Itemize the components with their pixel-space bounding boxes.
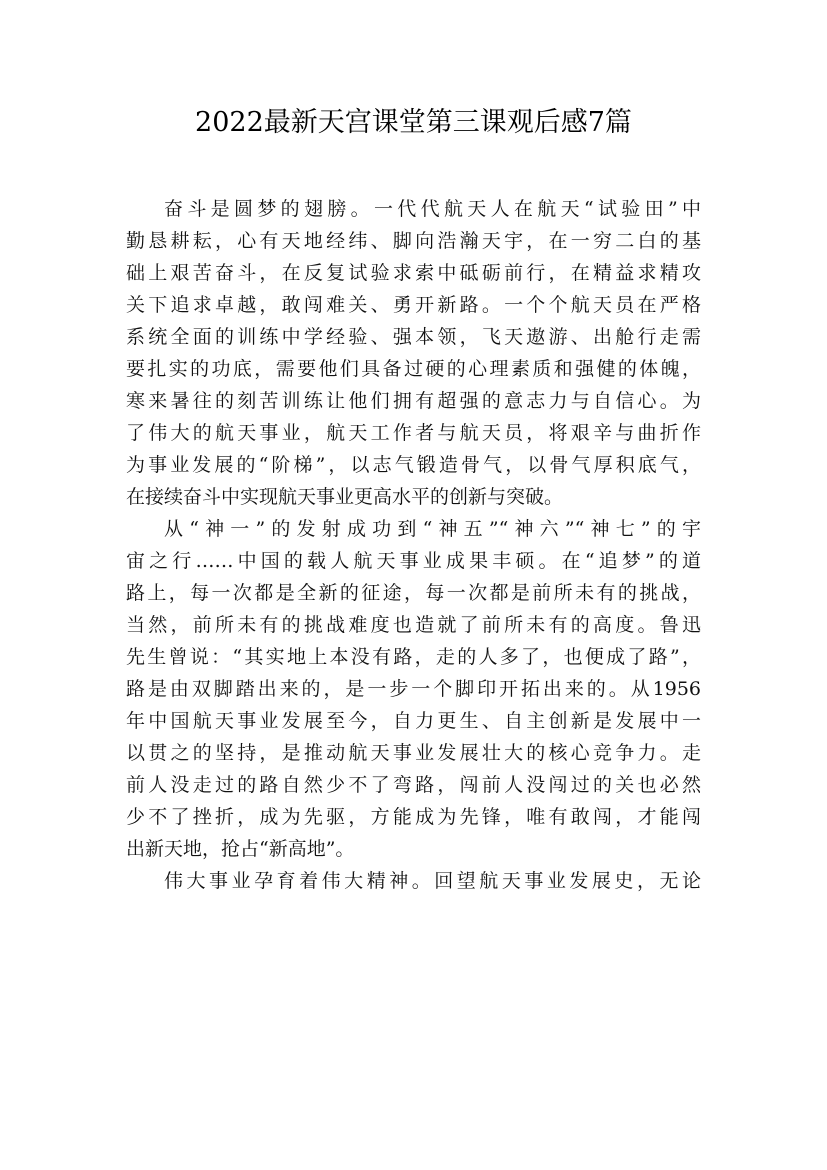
body-text-line: 路是由双脚踏出来的，是一步一个脚印开拓出来的。从1956 [126, 678, 701, 700]
body-text-line: 系统全面的训练中学经验、强本领，飞天遨游、出舱行走需 [126, 326, 701, 348]
body-text-line: 出新天地，抢占“新高地”。 [126, 838, 355, 860]
body-text-line: 从“神一”的发射成功到“神五”“神六”“神七”的宇 [164, 518, 701, 540]
body-text-line: 奋斗是圆梦的翅膀。一代代航天人在航天“试验田”中 [164, 198, 701, 220]
body-text-line: 关下追求卓越，敢闯难关、勇开新路。一个个航天员在严格 [126, 294, 701, 316]
body-text-line: 以贯之的坚持，是推动航天事业发展壮大的核心竞争力。走 [126, 742, 701, 764]
document-title: 2022最新天宫课堂第三课观后感7篇 [195, 107, 632, 138]
body-text-line: 路上，每一次都是全新的征途，每一次都是前所未有的挑战， [126, 582, 701, 604]
body-text-line: 宙之行……中国的载人航天事业成果丰硕。在“追梦”的道 [126, 550, 701, 572]
body-text-line: 在接续奋斗中实现航天事业更高水平的创新与突破。 [126, 486, 564, 508]
body-text-line: 少不了挫折，成为先驱，方能成为先锋，唯有敢闯，才能闯 [126, 806, 701, 828]
body-text-line: 伟大事业孕育着伟大精神。回望航天事业发展史，无论 [164, 870, 701, 892]
body-text-line: 础上艰苦奋斗，在反复试验求索中砥砺前行，在精益求精攻 [126, 262, 701, 284]
body-text-line: 勤恳耕耘，心有天地经纬、脚向浩瀚天宇，在一穷二白的基 [126, 230, 701, 252]
body-text-line: 当然，前所未有的挑战难度也造就了前所未有的高度。鲁迅 [126, 614, 701, 636]
body-text-line: 年中国航天事业发展至今，自力更生、自主创新是发展中一 [126, 710, 701, 732]
body-text-line: 为事业发展的“阶梯”，以志气锻造骨气，以骨气厚积底气， [126, 454, 701, 476]
body-text-line: 前人没走过的路自然少不了弯路，闯前人没闯过的关也必然 [126, 774, 701, 796]
body-text-line: 了伟大的航天事业，航天工作者与航天员，将艰辛与曲折作 [126, 422, 701, 444]
document-body [126, 193, 701, 897]
body-text-line: 要扎实的功底，需要他们具备过硬的心理素质和强健的体魄， [126, 358, 701, 380]
body-text-line: 先生曾说：“其实地上本没有路，走的人多了，也便成了路”， [126, 646, 701, 668]
body-text-line: 寒来暑往的刻苦训练让他们拥有超强的意志力与自信心。为 [126, 390, 701, 412]
